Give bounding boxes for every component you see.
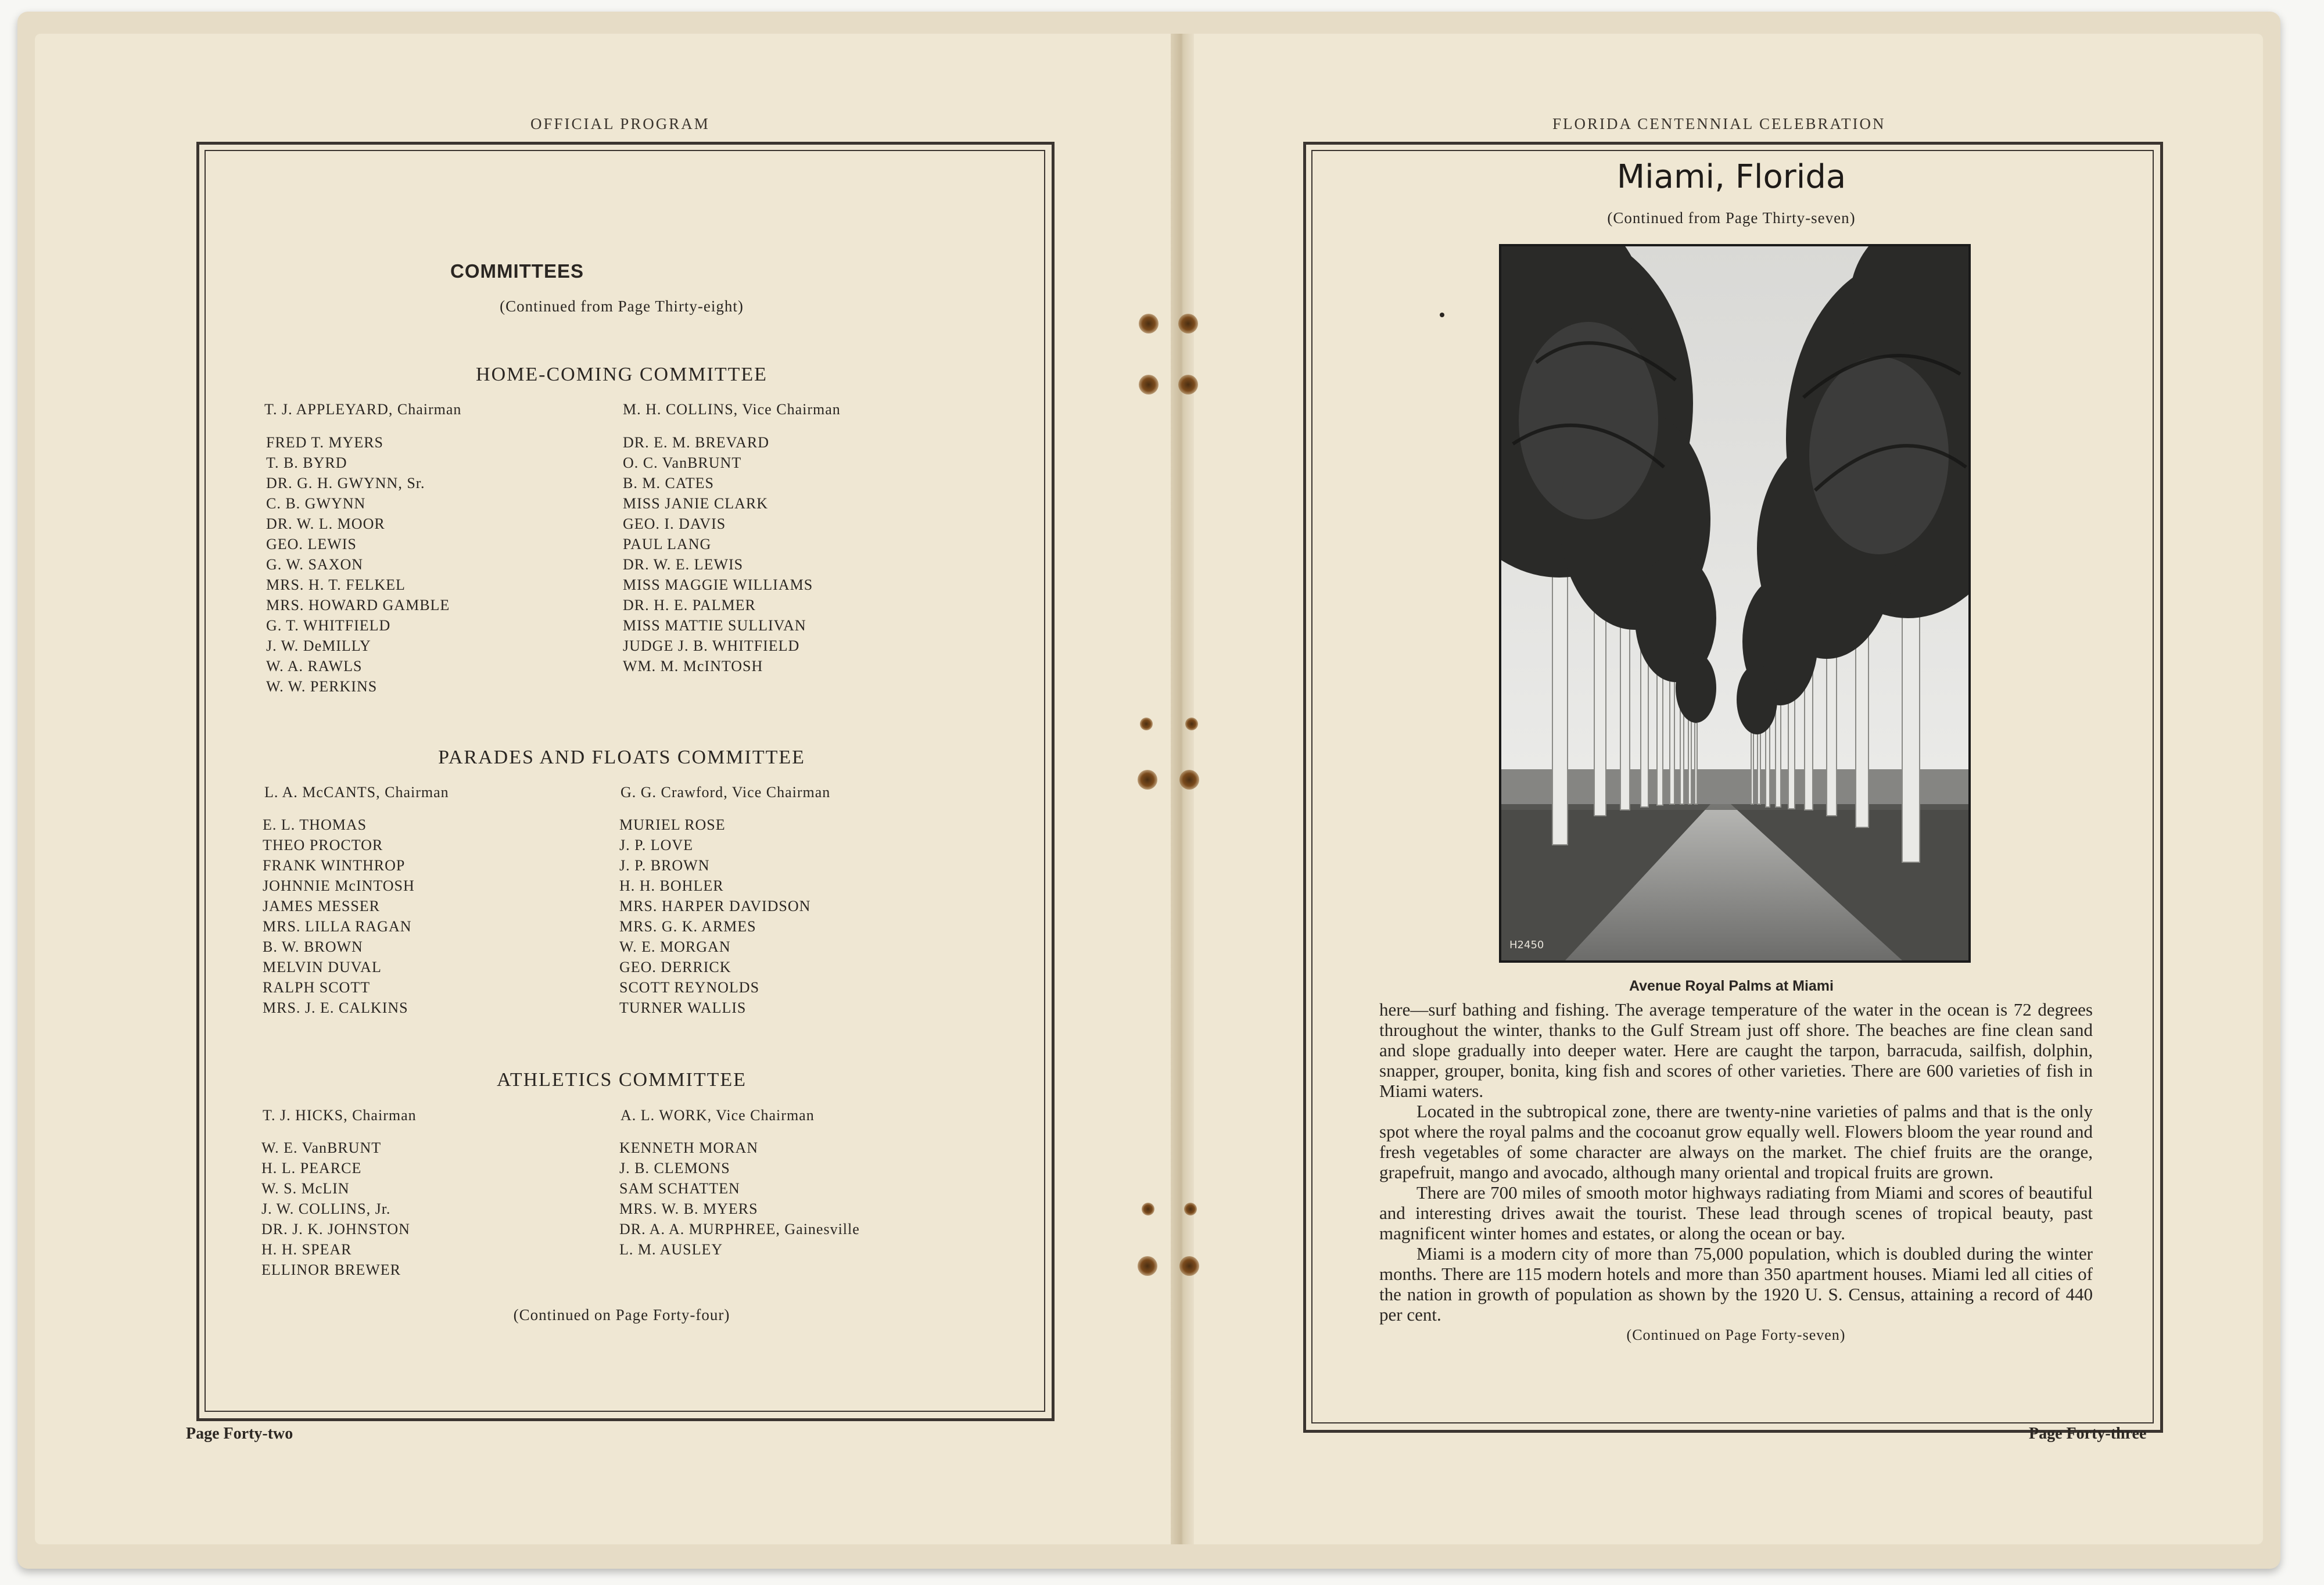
member-name: THEO PROCTOR (263, 837, 383, 854)
member-name: GEO. DERRICK (619, 959, 731, 976)
comma: , (733, 401, 743, 418)
member-list-left (266, 432, 450, 697)
member-name: E. L. THOMAS (263, 816, 367, 833)
continued-on-note: (Continued on Page Forty-seven) (1626, 1326, 1846, 1343)
continued-from-note: (Continued from Page Thirty-eight) (500, 297, 744, 315)
running-head-left: OFFICIAL PROGRAM (530, 115, 710, 132)
member-name: MRS. LILLA RAGAN (263, 918, 412, 935)
member-name: J. W. DeMILLY (266, 637, 371, 654)
member-name: MISS MAGGIE WILLIAMS (623, 576, 813, 593)
member-name: JOHNNIE McINTOSH (263, 877, 415, 894)
vice-chairman-line (621, 1107, 815, 1124)
chairman-role: Chairman (397, 401, 462, 418)
member-name: KENNETH MORAN (619, 1139, 759, 1156)
chairman-role: Chairman (352, 1107, 417, 1124)
member-list-left (261, 1138, 410, 1280)
vice-chairman-name: A. L. WORK (621, 1107, 708, 1124)
committee-title: HOME-COMING COMMITTEE (476, 364, 768, 385)
staple-mark (1185, 718, 1198, 730)
member-name: DR. A. A. MURPHREE, Gainesville (619, 1221, 860, 1238)
comma: , (723, 784, 732, 801)
chairman-role: Chairman (385, 784, 449, 801)
member-name: H. L. PEARCE (261, 1160, 362, 1177)
staple-mark (1140, 718, 1153, 730)
chairman-name: T. J. APPLEYARD (264, 401, 389, 418)
member-name: FRED T. MYERS (266, 434, 384, 451)
member-name: RALPH SCOTT (263, 979, 371, 996)
member-name: PAUL LANG (623, 536, 712, 553)
paragraph: Miami is a modern city of more than 75,000 population, which is doubled during the winter months. There are 115 modern hotels and more than 350 apartment houses. Miami led all cities of the nation in growth of population as shown by the 1920 U. S. Census, attaining a record of 440 per cent. (1379, 1243, 2093, 1325)
chairman-name: L. A. McCANTS (264, 784, 376, 801)
article-body (1379, 999, 2093, 1345)
photo-caption: Avenue Royal Palms at Miami (1629, 978, 1834, 994)
continued-on-note: (Continued on Page Forty-four) (513, 1306, 730, 1324)
ink-speck (1440, 313, 1444, 317)
member-name: GEO. LEWIS (266, 536, 357, 553)
vice-chairman-role: Vice Chairman (716, 1107, 815, 1124)
staple-mark (1178, 314, 1198, 334)
member-name: W. E. VanBRUNT (261, 1139, 382, 1156)
member-list-right (619, 1138, 860, 1260)
comma: , (707, 1107, 716, 1124)
staple-mark (1138, 770, 1157, 790)
comma: , (388, 401, 397, 418)
staple-mark (1178, 375, 1198, 395)
chairman-name: T. J. HICKS (263, 1107, 344, 1124)
comma: , (376, 784, 385, 801)
member-name: B. M. CATES (623, 475, 714, 492)
member-name: TURNER WALLIS (619, 999, 747, 1016)
member-name: DR. W. L. MOOR (266, 515, 385, 532)
member-name: W. E. MORGAN (619, 938, 731, 955)
continued-from-note: (Continued from Page Thirty-seven) (1607, 209, 1856, 227)
member-name: MRS. G. K. ARMES (619, 918, 756, 935)
member-name: SCOTT REYNOLDS (619, 979, 760, 996)
staple-mark (1139, 375, 1159, 395)
member-name: T. B. BYRD (266, 454, 347, 471)
member-name: J. W. COLLINS, Jr. (261, 1200, 391, 1217)
staple-mark (1139, 314, 1159, 334)
committees-heading: COMMITTEES (450, 260, 584, 282)
member-name: MRS. W. B. MYERS (619, 1200, 758, 1217)
member-name: MELVIN DUVAL (263, 959, 382, 976)
running-head-right: FLORIDA CENTENNIAL CELEBRATION (1552, 115, 1886, 132)
member-name: ELLINOR BREWER (261, 1261, 401, 1278)
chairman-line (264, 784, 449, 801)
member-name: JAMES MESSER (263, 898, 380, 915)
staple-mark (1179, 770, 1199, 790)
paragraph: Located in the subtropical zone, there are twenty-nine varieties of palms and that is the only spot where the royal palms and the cocoanut grow equally well. Flowers bloom the year round and fresh vegetables of some character are always on the market. The chief fruits are the orange, grapefruit, mango and avocado, although many oriental and tropical fruits are grown. (1379, 1101, 2093, 1182)
member-name: B. W. BROWN (263, 938, 363, 955)
member-name: J. P. LOVE (619, 837, 694, 854)
member-name: MRS. HOWARD GAMBLE (266, 597, 450, 614)
member-name: G. T. WHITFIELD (266, 617, 391, 634)
member-list-left (263, 815, 415, 1018)
member-name: J. B. CLEMONS (619, 1160, 730, 1177)
member-name: MISS MATTIE SULLIVAN (623, 617, 806, 634)
member-name: H. H. SPEAR (261, 1241, 352, 1258)
vice-chairman-line (621, 784, 830, 801)
member-name: W. A. RAWLS (266, 658, 363, 675)
committee-title: PARADES AND FLOATS COMMITTEE (438, 747, 805, 768)
member-name: GEO. I. DAVIS (623, 515, 726, 532)
member-name: MISS JANIE CLARK (623, 495, 769, 512)
member-name: MURIEL ROSE (619, 816, 726, 833)
member-name: SAM SCHATTEN (619, 1180, 740, 1197)
member-name: L. M. AUSLEY (619, 1241, 723, 1258)
comma: , (343, 1107, 353, 1124)
member-name: MRS. HARPER DAVIDSON (619, 898, 811, 915)
member-name: G. W. SAXON (266, 556, 364, 573)
member-name: W. S. McLIN (261, 1180, 350, 1197)
vice-chairman-role: Vice Chairman (731, 784, 831, 801)
member-name: DR. H. E. PALMER (623, 597, 756, 614)
page-number-left: Page Forty-two (186, 1425, 293, 1443)
member-name: DR. J. K. JOHNSTON (261, 1221, 410, 1238)
staple-mark (1142, 1203, 1154, 1215)
staple-mark (1184, 1203, 1197, 1215)
committee-title: ATHLETICS COMMITTEE (497, 1069, 747, 1091)
member-name: C. B. GWYNN (266, 495, 366, 512)
member-name-text: DR. G. H. GWYNN, Sr. (266, 475, 425, 492)
member-name: J. P. BROWN (619, 857, 710, 874)
vice-chairman-role: Vice Chairman (742, 401, 841, 418)
chairman-line (264, 401, 461, 418)
vice-chairman-name: G. G. Crawford (621, 784, 724, 801)
member-name: W. W. PERKINS (266, 678, 378, 695)
member-name: MRS. H. T. FELKEL (266, 576, 406, 593)
member-name: MRS. J. E. CALKINS (263, 999, 408, 1016)
member-name: WM. M. McINTOSH (623, 658, 763, 675)
member-name (266, 473, 450, 493)
member-name: H. H. BOHLER (619, 877, 724, 894)
member-name: JUDGE J. B. WHITFIELD (623, 637, 800, 654)
paragraph: There are 700 miles of smooth motor highways radiating from Miami and scores of beautiful and interesting drives await the tourist. These lead through scenes of tropical beauty, past magnificent winter homes and estates, or along the ocean or bay. (1379, 1182, 2093, 1243)
vice-chairman-name: M. H. COLLINS (623, 401, 734, 418)
member-list-right (623, 432, 813, 676)
member-name: O. C. VanBRUNT (623, 454, 742, 471)
page-number-right: Page Forty-three (2029, 1425, 2147, 1443)
photo-negative-number: H2450 (1509, 939, 1544, 951)
article-title: Miami, Florida (1616, 158, 1846, 196)
staple-mark (1138, 1256, 1157, 1276)
member-name: FRANK WINTHROP (263, 857, 406, 874)
chairman-line (263, 1107, 417, 1124)
palm-avenue-illustration (1501, 246, 1968, 960)
staple-mark (1179, 1256, 1199, 1276)
vice-chairman-line (623, 401, 841, 418)
member-name: DR. E. M. BREVARD (623, 434, 770, 451)
member-name: DR. W. E. LEWIS (623, 556, 744, 573)
paragraph: here—surf bathing and fishing. The average temperature of the water in the ocean is 72 degrees throughout the winter, thanks to the Gulf Stream just off shore. The beaches are fine clean sand and slope gradually into deeper water. Here are caught the tarpon, barracuda, sailfish, dolphin, snapper, grouper, bonita, king fish and scores of other varieties. There are 600 varieties of fish in Miami waters. (1379, 999, 2093, 1101)
member-list-right (619, 815, 810, 1018)
royal-palms-photo (1499, 244, 1971, 963)
